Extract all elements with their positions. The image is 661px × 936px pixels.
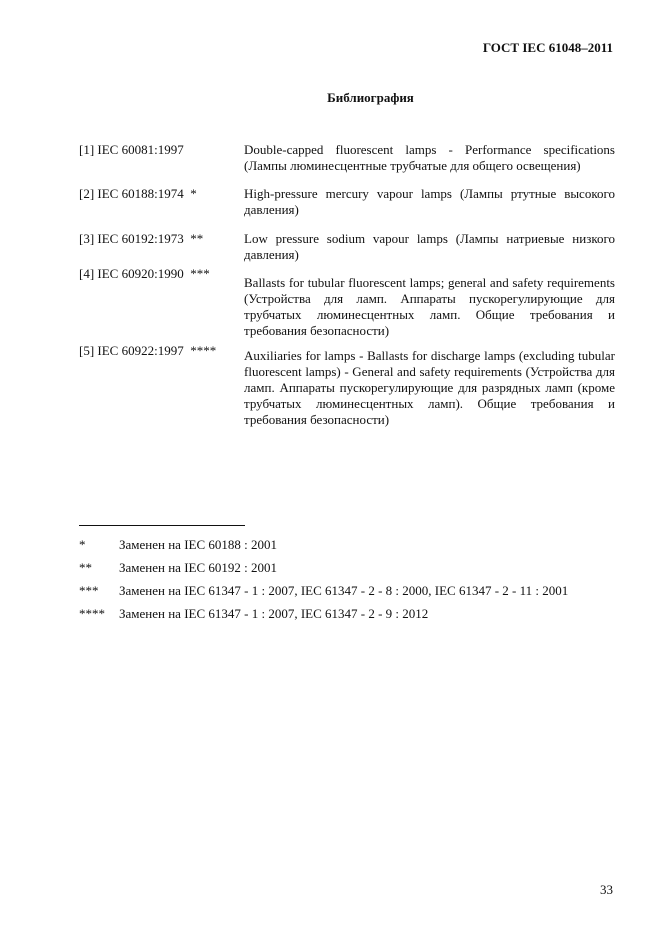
bibliography-ref: [2] IEC 60188:1974 * xyxy=(79,186,197,201)
standard-code: ГОСТ IEC 61048–2011 xyxy=(482,40,613,55)
footnote-text: Заменен на IEC 61347 - 1 : 2007, IEC 61347 - 2 - 8 : 2000, IEC 61347 - 2 - 11 : 2001 xyxy=(119,583,569,598)
footnote-text: Заменен на IEC 61347 - 1 : 2007, IEC 61347 - 2 - 9 : 2012 xyxy=(119,606,429,621)
footnote xyxy=(79,537,277,553)
bibliography-text: Double-capped fluorescent lamps - Performance specifications (Лампы люминесцентные трубчатые для общего освещения) xyxy=(244,142,615,173)
page-title: Библиография xyxy=(327,90,414,105)
footnote-mark: * xyxy=(79,537,86,552)
footnote-text: Заменен на IEC 60188 : 2001 xyxy=(119,537,277,552)
bibliography-ref: [1] IEC 60081:1997 xyxy=(79,142,184,157)
footnote-divider xyxy=(79,525,245,526)
footnote xyxy=(79,583,568,599)
footnote-mark: **** xyxy=(79,606,105,621)
bibliography-ref: [4] IEC 60920:1990 *** xyxy=(79,266,210,281)
footnote xyxy=(79,606,428,622)
footnote-mark: *** xyxy=(79,583,99,598)
footnote-text: Заменен на IEC 60192 : 2001 xyxy=(119,560,277,575)
footnote-mark: ** xyxy=(79,560,92,575)
bibliography-ref: [3] IEC 60192:1973 ** xyxy=(79,231,204,246)
bibliography-text: Auxiliaries for lamps - Ballasts for discharge lamps (excluding tubular fluorescent lamps) - General and safety requirements (Устройства для ламп. Аппараты пускорегулирующие для разрядных ламп (кроме трубчатых люминесцентных ламп). Общие требования и требования безопасности) xyxy=(244,348,615,427)
bibliography-text: Ballasts for tubular fluorescent lamps; general and safety requirements (Устройства для ламп. Аппараты пускорегулирующие для трубчатых люминесцентных ламп. Общие требования и требования безопасности) xyxy=(244,275,615,338)
footnote xyxy=(79,560,277,576)
bibliography-text: High-pressure mercury vapour lamps (Лампы ртутные высокого давления) xyxy=(244,186,615,217)
page-number: 33 xyxy=(600,882,613,897)
bibliography-text: Low pressure sodium vapour lamps (Лампы натриевые низкого давления) xyxy=(244,231,615,262)
bibliography-ref: [5] IEC 60922:1997 **** xyxy=(79,343,217,358)
